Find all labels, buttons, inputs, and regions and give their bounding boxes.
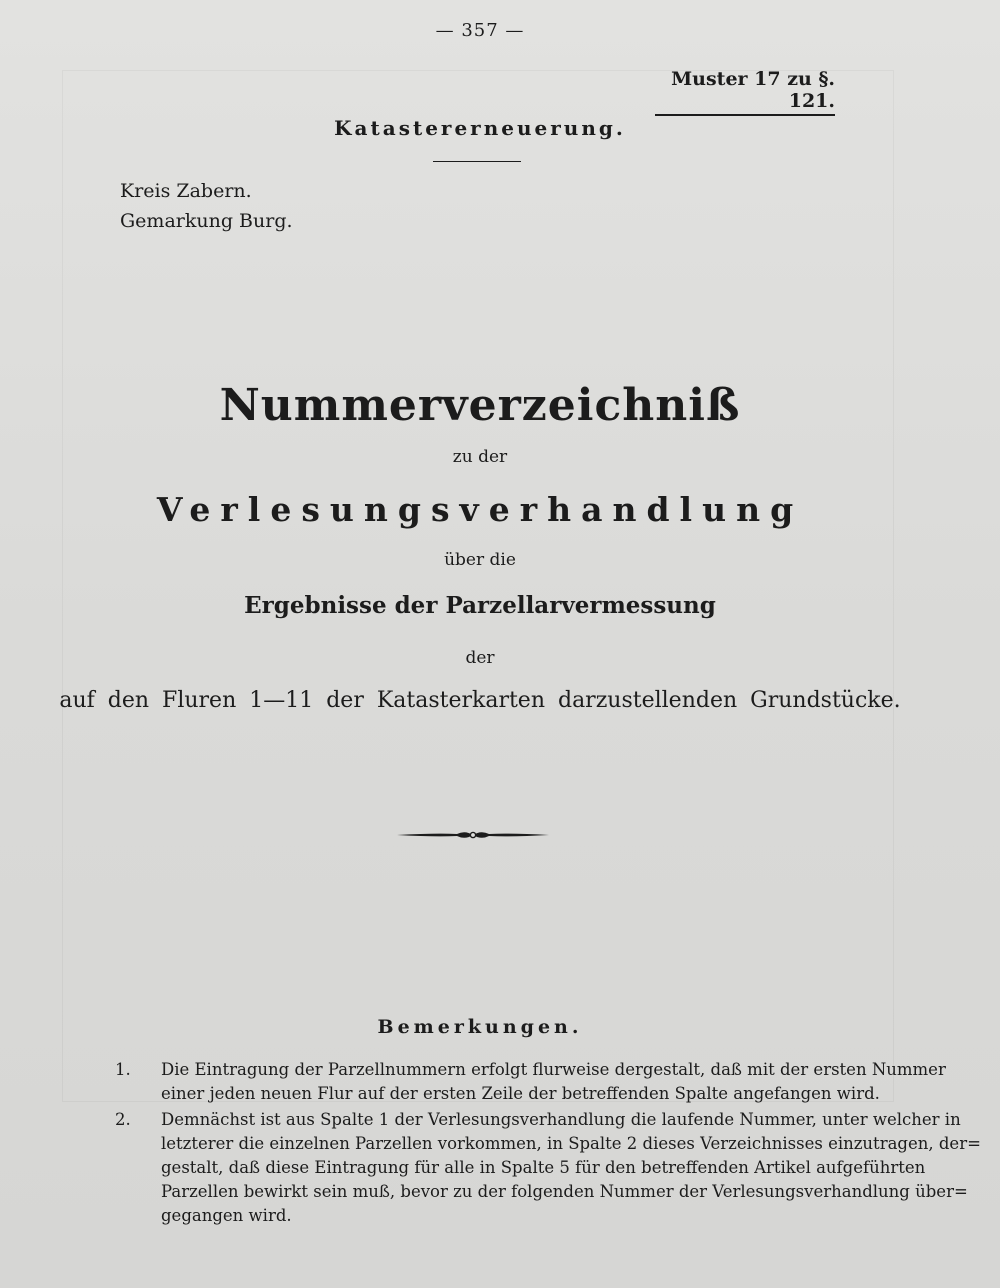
kreis-label: Kreis Zabern.	[120, 180, 252, 202]
ornament-divider	[395, 826, 551, 844]
connector-text: zu der	[452, 447, 508, 467]
main-title: Nummerverzeichniß	[219, 380, 741, 431]
remark-item	[115, 1058, 946, 1106]
sub-title-results: Ergebnisse der Parzellarvermessung	[244, 592, 716, 619]
page-number: — 357 —	[435, 20, 525, 41]
connector-text: über die	[444, 550, 516, 570]
remark-line: Demnächst ist aus Spalte 1 der Verlesungsverhandlung die laufende Nummer, unter welcher in	[161, 1110, 961, 1129]
sub-title: Verlesungsverhandlung	[156, 490, 804, 529]
connector-text: der	[465, 648, 495, 668]
remark-number: 1.	[115, 1060, 131, 1079]
divider	[433, 161, 521, 162]
remark-line: Parzellen bewirkt sein muß, bevor zu der folgenden Nummer der Verlesungsverhandlung über=	[161, 1182, 968, 1201]
gemarkung-label: Gemarkung Burg.	[120, 210, 293, 232]
remark-line: letzterer die einzelnen Parzellen vorkommen, in Spalte 2 dieses Verzeichnisses einzutragen, der=	[161, 1134, 981, 1153]
form-reference: Muster 17 zu §. 121.	[655, 68, 835, 116]
title-final-line: auf den Fluren 1—11 der Katasterkarten darzustellenden Grundstücke.	[59, 688, 901, 713]
section-heading: Katastererneuerung.	[334, 116, 626, 140]
remark-number: 2.	[115, 1110, 131, 1129]
remark-item	[115, 1108, 981, 1228]
remark-line: gestalt, daß diese Eintragung für alle in Spalte 5 für den betreffenden Artikel aufgeführten	[161, 1158, 926, 1177]
remark-line: einer jeden neuen Flur auf der ersten Zeile der betreffenden Spalte angefangen wird.	[161, 1084, 880, 1103]
remark-line: gegangen wird.	[161, 1206, 292, 1225]
remarks-heading: Bemerkungen.	[377, 1016, 583, 1038]
remark-line: Die Eintragung der Parzellnummern erfolgt flurweise dergestalt, daß mit der ersten Nummer	[161, 1060, 946, 1079]
